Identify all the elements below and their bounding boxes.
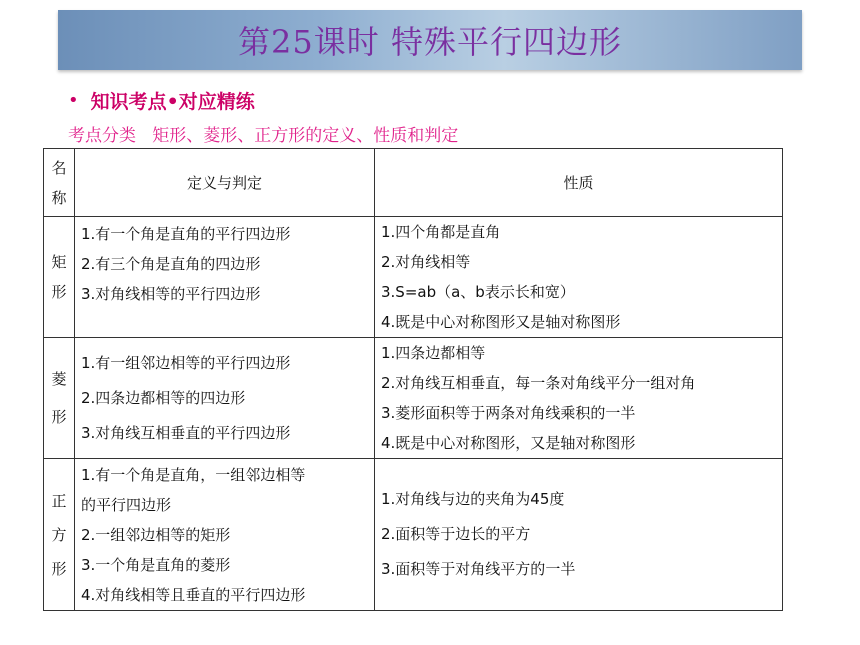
property-line: 2.对角线相等	[381, 253, 471, 271]
property-line: 3.菱形面积等于两条对角线乘积的一半	[381, 404, 636, 422]
property-line: 1.四个角都是直角	[381, 223, 501, 241]
row-name-cell	[44, 338, 75, 459]
table-header-row	[44, 149, 783, 217]
definition-line: 1.有一个角是直角，一组邻边相等	[81, 465, 306, 484]
bullet-icon: •	[68, 89, 79, 111]
definition-line: 4.对角线相等且垂直的平行四边形	[81, 585, 306, 604]
definition-line: 的平行四边形	[81, 495, 172, 514]
property-line: 3.S=ab（a、b表示长和宽）	[381, 283, 575, 301]
header-definition: 定义与判定	[75, 149, 375, 217]
row-name: 正方形	[51, 491, 67, 578]
property-line: 2.面积等于边长的平方	[381, 525, 531, 543]
definition-cell	[75, 459, 375, 611]
title-banner	[58, 10, 802, 70]
definition-line: 3.对角线相等的平行四边形	[81, 285, 261, 303]
table-row	[44, 217, 783, 338]
definition-line: 2.一组邻边相等的矩形	[81, 525, 231, 544]
header-properties: 性质	[375, 149, 783, 217]
property-line: 4.既是中心对称图形又是轴对称图形	[381, 313, 621, 331]
row-name: 菱形	[51, 370, 67, 426]
header-name	[44, 149, 75, 217]
table-row	[44, 459, 783, 611]
topic-subtitle: 考点分类 矩形、菱形、正方形的定义、性质和判定	[68, 126, 459, 146]
properties-cell	[375, 459, 783, 611]
property-line: 4.既是中心对称图形，又是轴对称图形	[381, 434, 636, 452]
row-name-cell	[44, 217, 75, 338]
section-heading	[68, 86, 255, 114]
definition-line: 2.四条边都相等的四边形	[81, 388, 246, 407]
property-line: 2.对角线互相垂直，每一条对角线平分一组对角	[381, 374, 696, 392]
row-name-cell	[44, 459, 75, 611]
definition-cell	[75, 338, 375, 459]
table-row	[44, 338, 783, 459]
row-name: 矩形	[51, 253, 67, 301]
header-name-text: 名称	[51, 158, 67, 207]
definition-line: 1.有一个角是直角的平行四边形	[81, 225, 291, 243]
definition-line: 2.有三个角是直角的四边形	[81, 255, 261, 273]
property-line: 1.对角线与边的夹角为45度	[381, 490, 565, 508]
definition-line: 1.有一组邻边相等的平行四边形	[81, 353, 291, 372]
properties-cell	[375, 338, 783, 459]
definition-line: 3.对角线互相垂直的平行四边形	[81, 423, 291, 442]
section-heading-text: 知识考点•对应精练	[90, 90, 255, 113]
property-line: 1.四条边都相等	[381, 344, 486, 362]
knowledge-table	[43, 148, 783, 611]
property-line: 3.面积等于对角线平方的一半	[381, 560, 576, 578]
definition-cell	[75, 217, 375, 338]
properties-cell	[375, 217, 783, 338]
page-title: 第25课时 特殊平行四边形	[238, 23, 622, 61]
definition-line: 3.一个角是直角的菱形	[81, 555, 231, 574]
